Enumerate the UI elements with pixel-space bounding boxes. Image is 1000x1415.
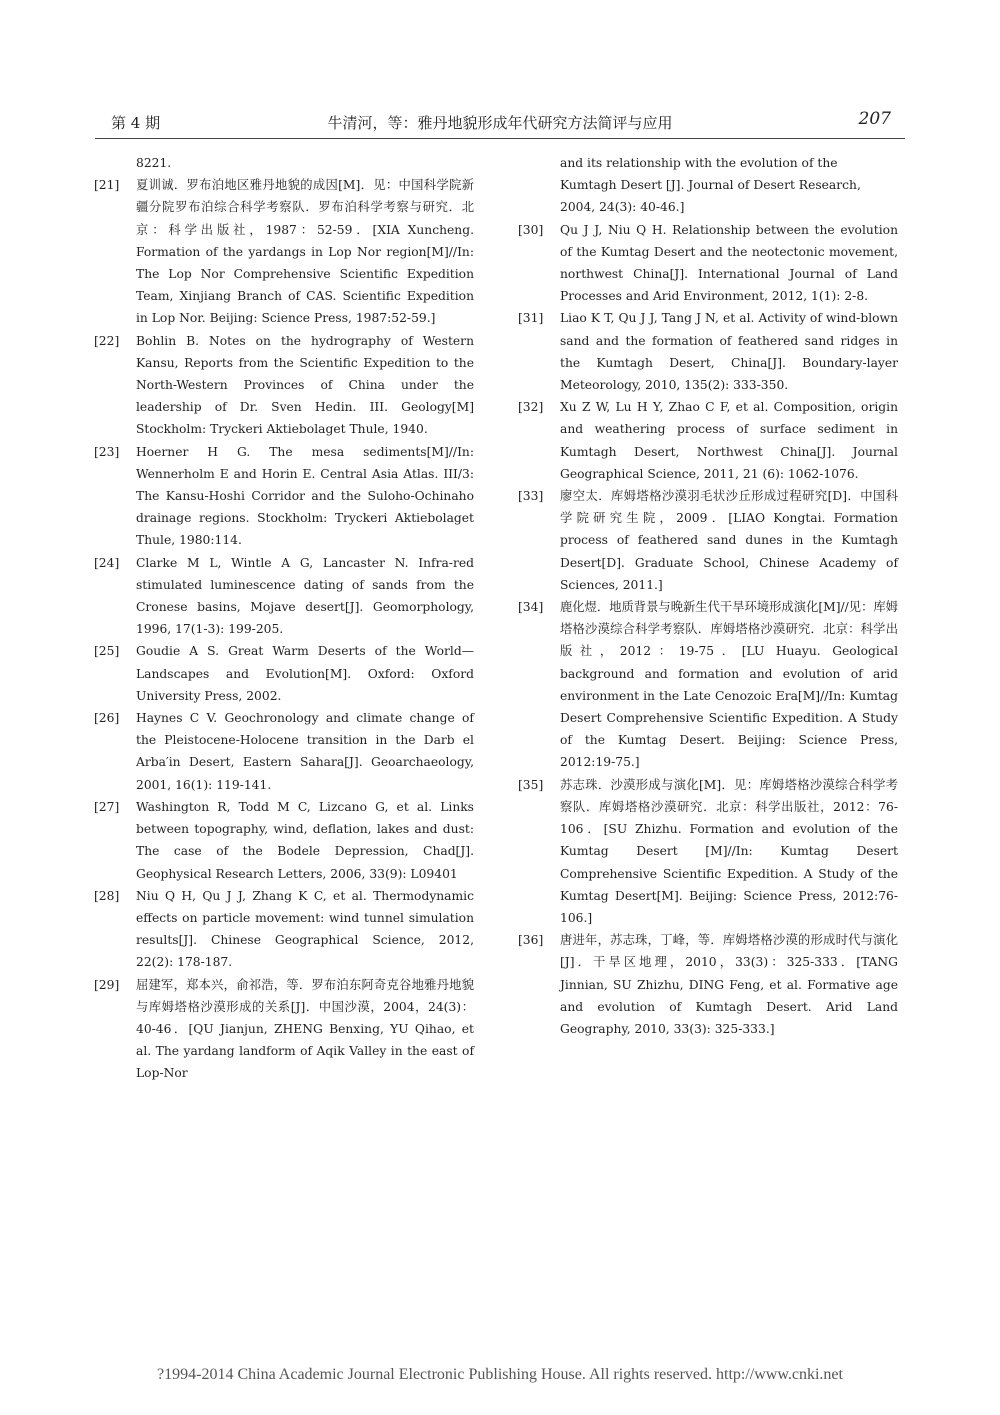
reference-text: Haynes C V. Geochronology and climate change of the Pleistocene-Holocene transition in the Darb el Arba′in Desert, Eastern Sahara[J]. Geoarchaeology, 2001, 16(1): 119-141.: [136, 711, 474, 792]
reference-number: [22]: [94, 333, 120, 348]
reference-number: [33]: [518, 489, 544, 504]
reference-item: [518, 596, 898, 774]
reference-text: Bohlin B. Notes on the hydrography of Western Kansu, Reports from the Scientific Expedition to the North-Western Provinces of China under the leadership of Dr. Sven Hedin. III. Geology[M] Stockholm: Tryckeri Aktiebolaget Thule, 1940.: [136, 333, 474, 437]
reference-text: 鹿化煜．地质背景与晚新生代干旱环境形成演化[M]//见：库姆塔格沙漠综合科学考察队．库姆塔格沙漠研究．北京：科学出版社，2012：19-75．[LU Huayu. Geological background and formation and evolution of arid environment in the Late Cenozoic Era[M]//In: Kumtag Desert Comprehensive Scientific Expedition. A Study of the Kumtag Desert. Beijing: Science Press, 2012:19-75.]: [560, 600, 898, 770]
reference-item: [94, 707, 474, 796]
reference-item: [94, 974, 474, 1085]
reference-number: [25]: [94, 644, 120, 659]
reference-text: Washington R, Todd M C, Lizcano G, et al. Links between topography, wind, deflation, lakes and dust: The case of the Bodele Depression, Chad[J]. Geophysical Research Letters, 2006, 33(9): L09401: [136, 799, 474, 881]
reference-number: [34]: [518, 600, 544, 615]
reference-item: [518, 219, 898, 308]
reference-item: [94, 640, 474, 707]
reference-text: Xu Z W, Lu H Y, Zhao C F, et al. Composition, origin and weathering process of surface sediment in Kumtagh Desert, Northwest China[J]. Journal Geographical Science, 2011, 21 (6): 1062-1076.: [560, 400, 898, 481]
reference-text: 苏志珠．沙漠形成与演化[M]．见：库姆塔格沙漠综合科学考察队．库姆塔格沙漠研究．北京：科学出版社，2012：76-106．[SU Zhizhu. Formation and evolution of the Kumtag Desert [M]//In: Kumtag Desert Comprehensive Scientific Expedition. A Study of the Kumtag Desert[M]. Beijing: Science Press, 2012:76-106.]: [560, 777, 898, 925]
reference-number: [23]: [94, 444, 120, 459]
reference-number: [28]: [94, 888, 120, 903]
reference-number: [21]: [94, 178, 120, 193]
reference-number: [26]: [94, 711, 120, 726]
reference-number: [30]: [518, 222, 544, 237]
reference-text: Hoerner H G. The mesa sediments[M]//In: Wennerholm E and Horin E. Central Asia Atlas. III/3: The Kansu-Hoshi Corridor and the Suloho-Ochinaho drainage regions. Stockholm: Tryckeri Aktiebolaget Thule, 1980:114.: [136, 444, 474, 548]
reference-text: Niu Q H, Qu J J, Zhang K C, et al. Thermodynamic effects on particle movement: wind tunnel simulation results[J]. Chinese Geographical Science, 2012, 22(2): 178-187.: [136, 888, 474, 970]
reference-text: Clarke M L, Wintle A G, Lancaster N. Infra-red stimulated luminescence dating of sands from the Cronese basins, Mojave desert[J]. Geomorphology, 1996, 17(1-3): 199-205.: [136, 555, 474, 637]
reference-item: [94, 330, 474, 441]
reference-item: [94, 441, 474, 552]
reference-number: [31]: [518, 311, 544, 326]
reference-continuation: 8221.: [136, 156, 172, 170]
reference-number: [35]: [518, 777, 544, 792]
reference-item: [518, 485, 898, 596]
reference-number: [36]: [518, 933, 544, 948]
reference-number: [27]: [94, 799, 120, 814]
reference-text: Qu J J, Niu Q H. Relationship between the evolution of the Kumtag Desert and the neotectonic movement, northwest China[J]. International Journal of Land Processes and Arid Environment, 2012, 1(1): 2-8.: [560, 222, 898, 304]
reference-item: [94, 796, 474, 885]
left-column: [94, 152, 474, 1085]
reference-number: [32]: [518, 400, 544, 415]
page-number: 207: [858, 109, 891, 129]
issue-label: 第 4 期: [111, 114, 161, 132]
reference-text: 廖空太．库姆塔格沙漠羽毛状沙丘形成过程研究[D]．中国科学院研究生院，2009．[LIAO Kongtai. Formation process of feathered sand dunes in the Kumtagh Desert[D]. Graduate School, Chinese Academy of Sciences, 2011.]: [560, 489, 898, 592]
reference-item: [518, 307, 898, 396]
right-column: [518, 152, 898, 1040]
reference-number: [24]: [94, 555, 120, 570]
reference-item: [94, 885, 474, 974]
page-header: [95, 108, 905, 139]
reference-text: 唐进年，苏志珠，丁峰，等．库姆塔格沙漠的形成时代与演化[J]．干旱区地理，2010，33(3)：325-333．[TANG Jinnian, SU Zhizhu, DING Feng, et al. Formative age and evolution of Kumtagh Desert. Arid Land Geography, 2010, 33(3): 325-333.]: [560, 933, 898, 1036]
reference-number: [29]: [94, 977, 120, 992]
reference-continuation: and its relationship with the evolution of the Kumtagh Desert [J]. Journal of Desert Research, 2004, 24(3): 40-46.]: [560, 156, 861, 215]
running-title: 牛清河，等：雅丹地貌形成年代研究方法简评与应用: [327, 114, 673, 132]
reference-item: [518, 396, 898, 485]
reference-text: 夏训诚．罗布泊地区雅丹地貌的成因[M]．见：中国科学院新疆分院罗布泊综合科学考察队．罗布泊科学考察与研究．北京：科学出版社，1987：52-59．[XIA Xuncheng. Formation of the yardangs in Lop Nor region[M]//In: The Lop Nor Comprehensive Scientific Expedition Team, Xinjiang Branch of CAS. Scientific Expedition in Lop Nor. Beijing: Science Press, 1987:52-59.]: [136, 178, 474, 326]
reference-text: 屈建军，郑本兴，俞祁浩，等．罗布泊东阿奇克谷地雅丹地貌与库姆塔格沙漠形成的关系[J]．中国沙漠，2004，24(3)：40-46．[QU Jianjun, ZHENG Benxing, YU Qihao, et al. The yardang landform of Aqik Valley in the east of Lop-Nor: [136, 977, 474, 1081]
reference-item: [94, 174, 474, 329]
copyright-watermark: ?1994-2014 China Academic Journal Electronic Publishing House. All rights reserved. http://www.cnki.net: [157, 1366, 843, 1383]
reference-item: [518, 774, 898, 929]
reference-text: Goudie A S. Great Warm Deserts of the World—Landscapes and Evolution[M]. Oxford: Oxford University Press, 2002.: [136, 644, 474, 703]
reference-item: [94, 552, 474, 641]
reference-item: [518, 929, 898, 1040]
reference-text: Liao K T, Qu J J, Tang J N, et al. Activity of wind-blown sand and the formation of feathered sand ridges in the Kumtagh Desert, China[J]. Boundary-layer Meteorology, 2010, 135(2): 333-350.: [560, 311, 898, 393]
